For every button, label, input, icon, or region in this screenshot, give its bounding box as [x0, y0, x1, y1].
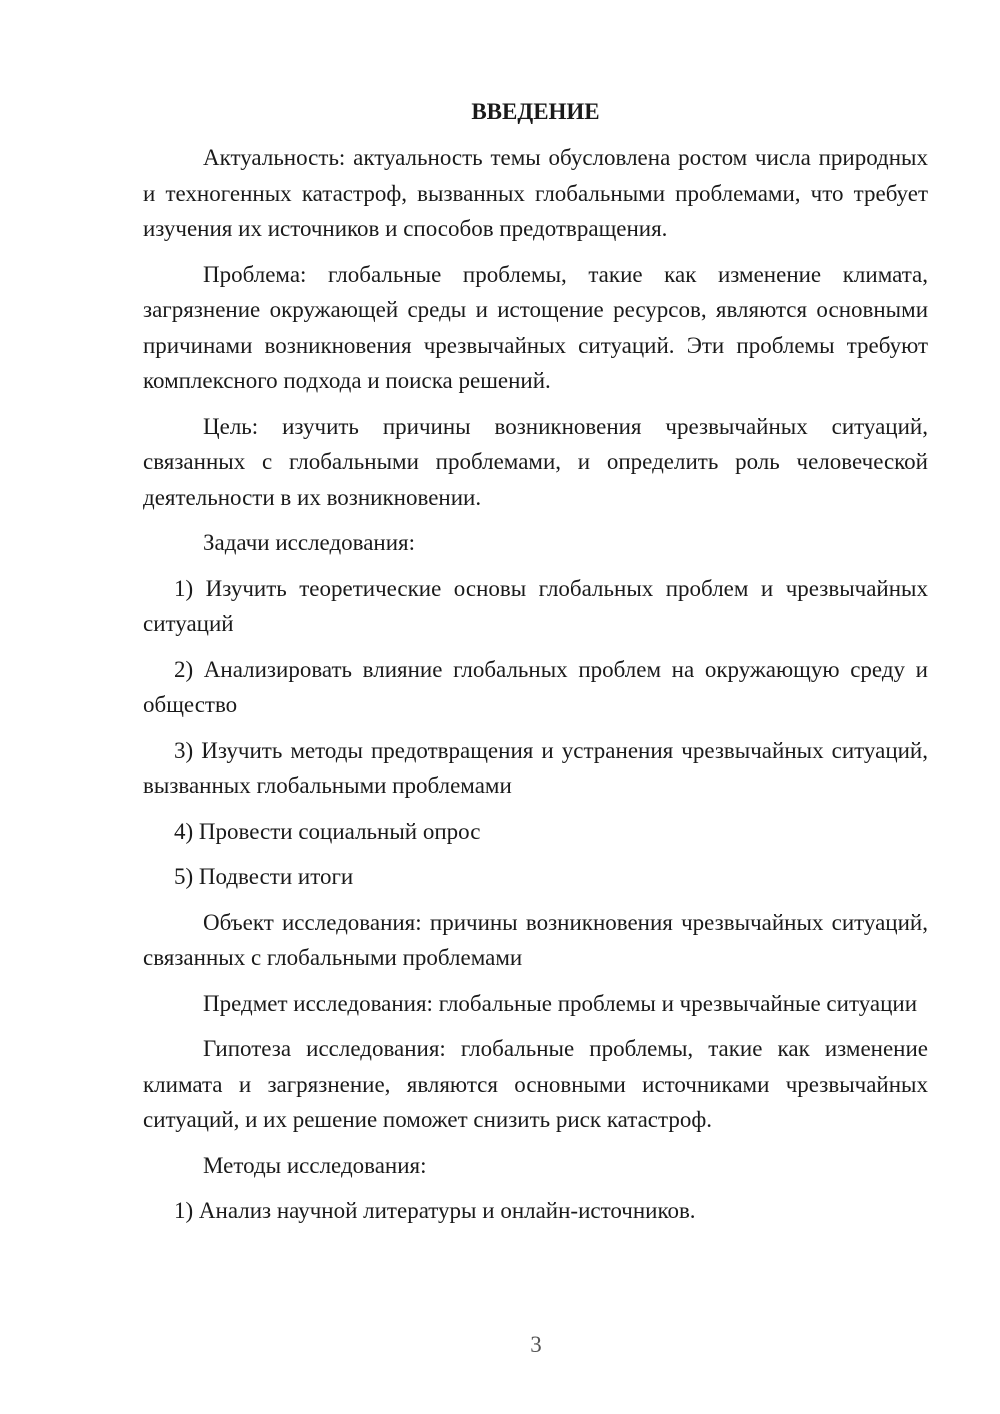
subject-paragraph: Предмет исследования: глобальные проблемы и чрезвычайные ситуации — [203, 990, 918, 1016]
relevance-paragraph: Актуальность: актуальность темы обусловлена ростом числа природных и техногенных катастроф, вызванных глобальными проблемами, что требует изучения их источников и способов предотвращения. — [143, 145, 928, 241]
document-page — [143, 94, 928, 1239]
page-number: 3 — [530, 1332, 542, 1357]
methods-heading: Методы исследования: — [203, 1152, 427, 1178]
problem-paragraph: Проблема: глобальные проблемы, такие как изменение климата, загрязнение окружающей среды и истощение ресурсов, являются основными причинами возникновения чрезвычайных ситуаций. Эти проблемы требуют комплексного подхода и поиска решений. — [143, 261, 928, 393]
method-item-1: 1) Анализ научной литературы и онлайн-источников. — [174, 1198, 696, 1223]
task-item-5: 5) Подвести итоги — [174, 864, 354, 889]
task-item-4: 4) Провести социальный опрос — [174, 818, 481, 844]
tasks-heading: Задачи исследования: — [203, 530, 416, 555]
goal-paragraph: Цель: изучить причины возникновения чрезвычайных ситуаций, связанных с глобальными проблемами, и определить роль человеческой деятельности в их возникновении. — [143, 413, 928, 510]
task-item-2: 2) Анализировать влияние глобальных проблем на окружающую среду и общество — [143, 656, 928, 717]
task-item-3: 3) Изучить методы предотвращения и устранения чрезвычайных ситуаций, вызванных глобальными проблемами — [143, 737, 928, 798]
section-title: ВВЕДЕНИЕ — [471, 99, 600, 124]
object-paragraph: Объект исследования: причины возникновения чрезвычайных ситуаций, связанных с глобальными проблемами — [143, 909, 928, 970]
hypothesis-paragraph: Гипотеза исследования: глобальные проблемы, такие как изменение климата и загрязнение, являются основными источниками чрезвычайных ситуаций, и их решение поможет снизить риск катастроф. — [143, 1036, 928, 1132]
task-item-1: 1) Изучить теоретические основы глобальных проблем и чрезвычайных ситуаций — [143, 575, 928, 636]
